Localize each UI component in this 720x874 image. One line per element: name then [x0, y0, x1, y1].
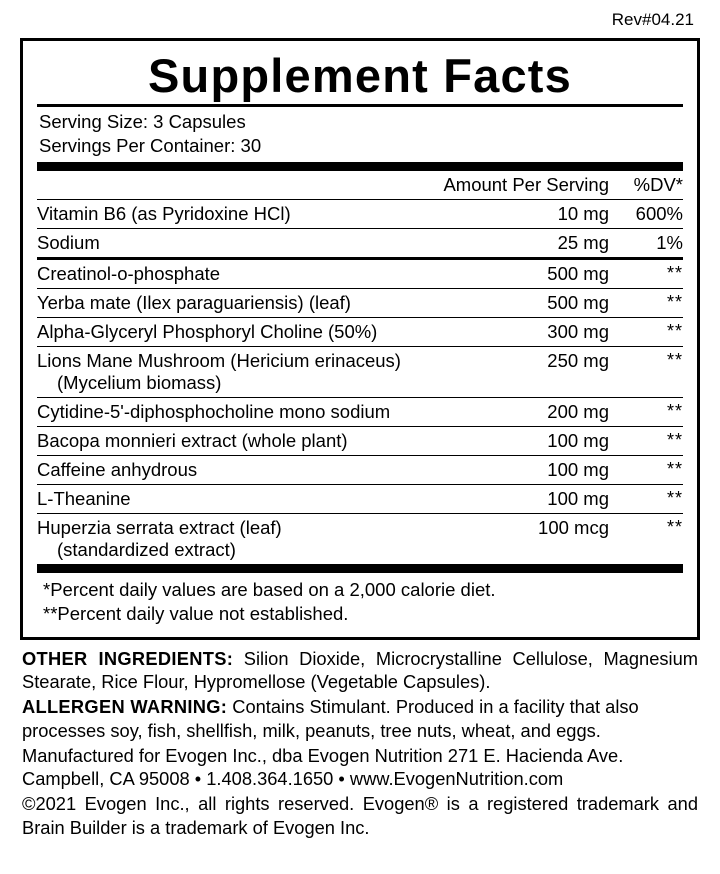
- nutrient-name: Vitamin B6 (as Pyridoxine HCl): [37, 199, 443, 228]
- table-row: [37, 426, 683, 455]
- allergen-warning-text: Contains Stimulant. Produced in a facility that also processes soy, fish, shellfish, milk, peanuts, tree nuts, wheat, and eggs.: [22, 696, 639, 741]
- table-row: [37, 199, 683, 228]
- ingredient-name: [37, 513, 501, 564]
- ingredient-name-line2: (Mycelium biomass): [57, 371, 222, 393]
- footnotes: [37, 573, 683, 629]
- ingredient-dv: **: [609, 397, 683, 426]
- ingredient-name: Cytidine-5'-diphosphocholine mono sodium: [37, 397, 501, 426]
- serving-size: Serving Size: 3 Capsules: [39, 111, 246, 133]
- table-row: [37, 455, 683, 484]
- footnote-dv-not-established: **Percent daily value not established.: [43, 603, 349, 625]
- ingredient-name-line1: Lions Mane Mushroom (Hericium erinaceus): [37, 349, 401, 371]
- table-header-row: [37, 171, 683, 200]
- allergen-warning: [22, 695, 698, 743]
- ingredient-dv: **: [609, 288, 683, 317]
- ingredient-amount: 300 mg: [501, 317, 609, 346]
- divider-above-footnotes: [37, 564, 683, 573]
- table-row: [37, 397, 683, 426]
- ingredient-dv: **: [609, 455, 683, 484]
- copyright-notice: ©2021 Evogen Inc., all rights reserved. Evogen® is a registered trademark and Brain Builder is a trademark of Evogen Inc.: [22, 793, 698, 838]
- table-row: [37, 346, 683, 397]
- nutrient-amount: 10 mg: [443, 199, 609, 228]
- ingredient-dv: **: [609, 426, 683, 455]
- ingredient-dv: **: [609, 346, 683, 397]
- header-amount: Amount Per Serving: [443, 173, 609, 195]
- ingredient-name: L-Theanine: [37, 484, 501, 513]
- nutrient-name: Sodium: [37, 228, 443, 257]
- footnote-dv-basis: *Percent daily values are based on a 2,000 calorie diet.: [43, 578, 496, 600]
- ingredient-amount: 100 mg: [501, 484, 609, 513]
- ingredient-name-line2: (standardized extract): [57, 538, 236, 560]
- table-row: [37, 513, 683, 564]
- ingredient-amount: 200 mg: [501, 397, 609, 426]
- serving-info: [37, 107, 683, 161]
- ingredient-name: Bacopa monnieri extract (whole plant): [37, 426, 501, 455]
- nutrient-dv: 600%: [609, 199, 683, 228]
- other-ingredients: [22, 647, 698, 695]
- ingredient-name: Yerba mate (Ilex paraguariensis) (leaf): [37, 288, 501, 317]
- nutrient-dv: 1%: [609, 228, 683, 257]
- ingredient-dv: **: [609, 317, 683, 346]
- ingredient-dv: **: [609, 513, 683, 564]
- ingredient-amount: 250 mg: [501, 346, 609, 397]
- servings-per-container: Servings Per Container: 30: [39, 135, 262, 157]
- ingredient-amount: 500 mg: [501, 288, 609, 317]
- ingredient-amount: 500 mg: [547, 262, 609, 284]
- table-row: [37, 484, 683, 513]
- allergen-warning-label: ALLERGEN WARNING:: [22, 696, 228, 718]
- facts-table: [37, 171, 683, 257]
- supplement-facts-panel: [20, 38, 700, 640]
- ingredient-amount: 100 mcg: [501, 513, 609, 564]
- table-row: [37, 288, 683, 317]
- ingredient-name: Caffeine anhydrous: [37, 455, 501, 484]
- other-ingredients-label: OTHER INGREDIENTS:: [22, 647, 234, 669]
- divider-above-headers: [37, 162, 683, 171]
- ingredient-amount: 100 mg: [501, 426, 609, 455]
- ingredient-name: Alpha-Glyceryl Phosphoryl Choline (50%): [37, 317, 501, 346]
- ingredient-dv: **: [666, 262, 683, 283]
- table-row: [37, 260, 683, 289]
- ingredient-name: Creatinol-o-phosphate: [37, 262, 221, 284]
- manufacturer-info: Manufactured for Evogen Inc., dba Evogen Nutrition 271 E. Hacienda Ave. Campbell, CA 95008 • 1.408.364.1650 • www.EvogenNutrition.com: [22, 744, 624, 790]
- ingredient-name-line1: Huperzia serrata extract (leaf): [37, 516, 282, 538]
- ingredient-dv: **: [609, 484, 683, 513]
- other-ingredients-text: Silion Dioxide, Microcrystalline Cellulose, Magnesium Stearate, Rice Flour, Hypromellose (Vegetable Capsules).: [22, 647, 698, 693]
- revision-code: Rev#04.21: [611, 10, 694, 29]
- ingredients-table: [37, 260, 683, 564]
- label-body-text: [20, 640, 700, 840]
- panel-title: Supplement Facts: [147, 49, 572, 102]
- header-dv: %DV*: [633, 173, 683, 195]
- ingredient-name: [37, 346, 501, 397]
- table-row: [37, 228, 683, 257]
- ingredient-amount: 100 mg: [501, 455, 609, 484]
- table-row: [37, 317, 683, 346]
- nutrient-amount: 25 mg: [443, 228, 609, 257]
- header-name: [37, 171, 443, 200]
